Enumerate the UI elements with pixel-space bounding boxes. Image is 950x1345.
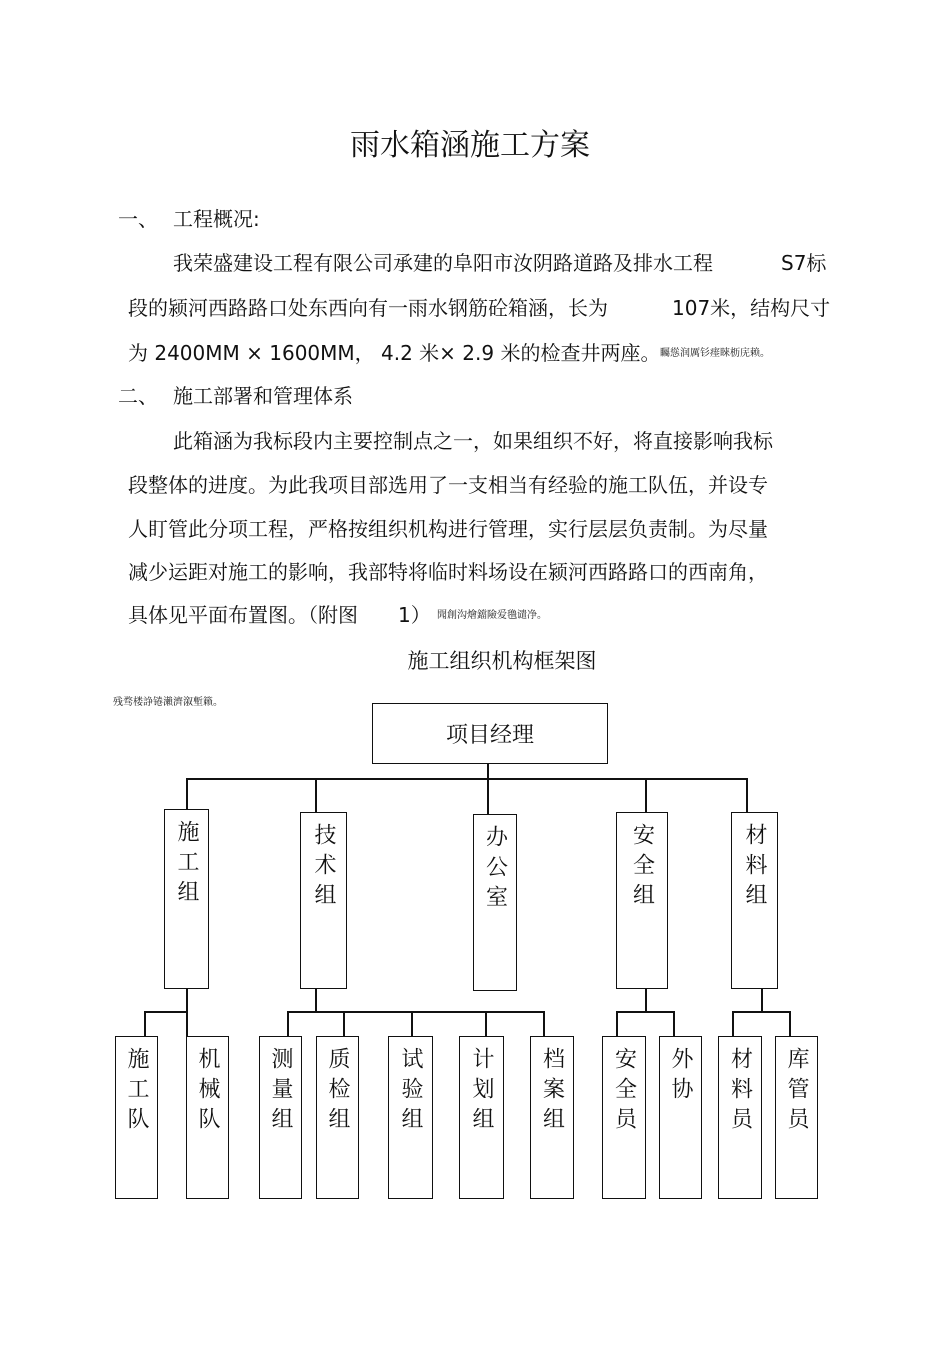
- org-box-label: 安全员: [611, 1047, 637, 1137]
- connector-line: [789, 1011, 791, 1037]
- connector-line: [673, 1011, 675, 1037]
- p1-garbled-note: 矚慫润厲钐瘗睞枥庑赖。: [660, 348, 770, 359]
- connector-line: [746, 778, 748, 813]
- p2-line5-text: 具体见平面布置图。（附图: [128, 603, 358, 627]
- connector-line: [315, 778, 317, 813]
- p1-line1-label: S7标: [781, 251, 827, 275]
- connector-line: [411, 1011, 413, 1037]
- org-box-label: 材料员: [727, 1047, 753, 1137]
- p1-line3-text: 为 2400MM × 1600MM， 4.2 米× 2.9 米的检查井两座。: [128, 341, 661, 365]
- org-chart-title: 施工组织机构框架图: [407, 649, 597, 673]
- connector-line: [315, 988, 317, 1012]
- org-box-label: 施工组: [174, 820, 199, 910]
- org-box-testing-group: [388, 1036, 433, 1199]
- connector-line: [645, 778, 647, 813]
- org-box-construction-team: [115, 1036, 158, 1199]
- org-box-label: 档案组: [539, 1047, 565, 1137]
- org-box-label: 测量组: [268, 1047, 293, 1137]
- connector-line: [343, 1011, 345, 1037]
- org-box-label: 计划组: [469, 1047, 494, 1137]
- p2-line3: 人盯管此分项工程，严格按组织机构进行管理，实行层层负责制。为尽量: [128, 517, 768, 541]
- section-2-number: 二、: [118, 384, 158, 408]
- connector-line: [485, 1011, 487, 1037]
- connector-line: [144, 1011, 146, 1037]
- org-box-label: 外协: [668, 1047, 693, 1107]
- connector-line: [144, 1011, 187, 1013]
- org-box-label: 办公室: [482, 825, 508, 915]
- org-chart-garbled-note: 残骛楼諍锩瀨濟溆塹籟。: [113, 697, 223, 708]
- org-box-planning-group: [459, 1036, 504, 1199]
- p1-line1-text: 我荣盛建设工程有限公司承建的阜阳市汝阴路道路及排水工程: [173, 251, 713, 275]
- org-box-label: 质检组: [325, 1047, 350, 1137]
- org-box-materials-group: [731, 812, 778, 989]
- org-box-safety-group: [616, 812, 668, 989]
- org-box-warehouse-keeper: [775, 1036, 818, 1199]
- org-box-construction-group: [164, 809, 209, 989]
- org-box-label: 机械队: [195, 1047, 220, 1137]
- connector-line: [732, 1011, 734, 1037]
- p2-garbled-note: 聞創沟燴鐺險爱氇谴净。: [437, 610, 547, 621]
- org-box-quality-group: [316, 1036, 359, 1199]
- org-box-label: 材料组: [742, 823, 767, 913]
- p2-line2: 段整体的进度。为此我项目部选用了一支相当有经验的施工队伍，并设专: [128, 473, 768, 497]
- org-box-label: 试验组: [398, 1047, 423, 1137]
- p2-line1: 此箱涵为我标段内主要控制点之一，如果组织不好，将直接影响我标: [173, 429, 773, 453]
- section-2-title: 施工部署和管理体系: [173, 384, 353, 408]
- org-box-archives-group: [530, 1036, 574, 1199]
- connector-line: [543, 1011, 545, 1037]
- org-box-materials-officer: [718, 1036, 762, 1199]
- connector-line: [616, 1011, 618, 1037]
- connector-line: [186, 778, 188, 810]
- connector-line: [487, 763, 489, 779]
- document-title: 雨水箱涵施工方案: [350, 128, 590, 163]
- connector-line: [186, 1011, 188, 1037]
- p1-line2-size: 107米，结构尺寸: [672, 296, 831, 320]
- section-1-title: 工程概况:: [173, 207, 260, 231]
- org-box-machinery-team: [186, 1036, 229, 1199]
- org-box-safety-officer: [602, 1036, 646, 1199]
- org-box-label: 项目经理: [445, 723, 534, 748]
- connector-line: [616, 1011, 674, 1013]
- org-box-label: 库管员: [784, 1047, 809, 1137]
- p1-line2-text: 段的颍河西路路口处东西向有一雨水钢筋砼箱涵，长为: [128, 296, 608, 320]
- connector-line: [287, 1011, 289, 1037]
- p2-line4: 减少运距对施工的影响，我部特将临时料场设在颍河西路路口的西南角，: [128, 560, 768, 584]
- connector-line: [287, 1011, 545, 1013]
- org-box-label: 技术组: [311, 823, 336, 913]
- org-box-label: 施工队: [124, 1047, 149, 1137]
- org-box-survey-group: [259, 1036, 302, 1199]
- org-box-external-coordination: [659, 1036, 702, 1199]
- org-box-technical-group: [300, 812, 347, 989]
- connector-line: [186, 778, 747, 780]
- connector-line: [761, 988, 763, 1012]
- org-box-project-manager: [372, 703, 608, 764]
- connector-line: [487, 778, 489, 815]
- p2-line5-ref: 1）: [398, 603, 431, 627]
- connector-line: [186, 988, 188, 1012]
- connector-line: [732, 1011, 790, 1013]
- org-box-label: 安全组: [629, 823, 655, 913]
- org-box-office: [473, 814, 517, 991]
- connector-line: [645, 988, 647, 1012]
- section-1-number: 一、: [118, 207, 158, 231]
